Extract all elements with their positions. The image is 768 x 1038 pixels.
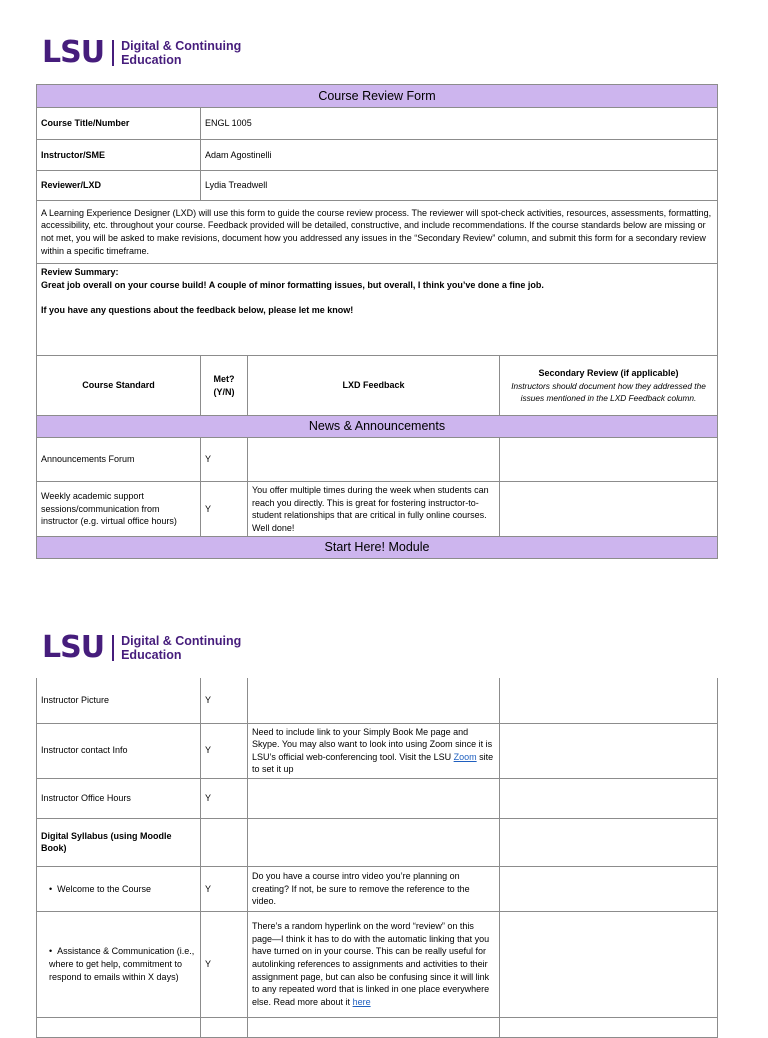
feedback-cell xyxy=(248,778,500,818)
secondary-cell xyxy=(500,482,718,537)
header-feedback: LXD Feedback xyxy=(248,356,500,416)
met-cell: Y xyxy=(201,482,248,537)
met-cell: Y xyxy=(201,438,248,482)
info-label: Course Title/Number xyxy=(37,108,201,140)
met-cell xyxy=(201,1017,248,1037)
summary-questions: If you have any questions about the feedback below, please let me know! xyxy=(41,305,354,316)
feedback-text: There’s a random hyperlink on the word “review” on this page—I think it has to do with the automatic linking that you have turned on in your course. This can be really useful for autolinking references to assignments and activities to their assignment page, but can also be confusing since it will link to any repeated word that is linked in one place everywhere else. Read more about it xyxy=(252,921,490,1007)
unit-name-line2: Education xyxy=(121,53,182,67)
zoom-link[interactable]: Zoom xyxy=(453,751,477,762)
unit-name-line1: Digital & Continuing xyxy=(121,634,242,648)
logo-divider xyxy=(112,40,114,66)
table-row xyxy=(37,438,718,482)
header-standard: Course Standard xyxy=(37,356,201,416)
secondary-cell xyxy=(500,1017,718,1037)
info-value: ENGL 1005 xyxy=(201,108,718,140)
lsu-wordmark: LSU xyxy=(42,630,105,665)
standard-cell: Instructor Office Hours xyxy=(37,778,201,818)
secondary-cell xyxy=(500,818,718,866)
header-secondary-title: Secondary Review (if applicable) xyxy=(538,368,679,379)
info-row xyxy=(37,108,718,140)
feedback-cell xyxy=(248,678,500,723)
summary-label: Review Summary: xyxy=(41,267,119,277)
here-link[interactable]: here xyxy=(352,996,371,1007)
standard-cell: Weekly academic support sessions/communication from instructor (e.g. virtual office hours) xyxy=(37,482,201,537)
header-met: Met? (Y/N) xyxy=(201,356,248,416)
info-label: Instructor/SME xyxy=(37,140,201,171)
standard-cell xyxy=(37,911,201,1017)
feedback-cell xyxy=(248,438,500,482)
table-row xyxy=(37,723,718,778)
secondary-cell xyxy=(500,678,718,723)
met-cell: Y xyxy=(201,911,248,1017)
header-secondary-note: Instructors should document how they addressed the issues mentioned in the LXD Feedback column. xyxy=(511,380,706,403)
feedback-cell: Do you have a course intro video you’re planning on creating? If not, be sure to remove the reference to the video. xyxy=(248,866,500,911)
secondary-cell xyxy=(500,911,718,1017)
unit-name xyxy=(121,634,241,662)
feedback-cell xyxy=(248,723,500,778)
info-row xyxy=(37,171,718,201)
table-row xyxy=(37,678,718,723)
header-secondary xyxy=(500,356,718,416)
secondary-cell xyxy=(500,866,718,911)
standard-cell: Announcements Forum xyxy=(37,438,201,482)
unit-name-line1: Digital & Continuing xyxy=(121,39,242,53)
info-value: Lydia Treadwell xyxy=(201,171,718,201)
feedback-cell xyxy=(248,911,500,1017)
bullet-icon: • xyxy=(49,883,58,894)
review-summary xyxy=(37,264,718,356)
feedback-text: Need to include link to your Simply Book Me page and Skype. You may also want to look into using Zoom since it is LSU’s official web-conferencing tool. Visit the LSU xyxy=(252,726,493,762)
secondary-cell xyxy=(500,723,718,778)
met-cell: Y xyxy=(201,678,248,723)
standard-cell: Instructor Picture xyxy=(37,678,201,723)
form-description: A Learning Experience Designer (LXD) will use this form to guide the course review process. The reviewer will spot-check activities, resources, assessments, formatting, accessibility, etc. throughout your course. Feedback provided will be detailed, constructive, and include recommendations. If the course standards below are missing or not met, you will be asked to make revisions, document how you addressed any issues in the “Secondary Review” column, and submit this form for a secondary review within a specific timeframe. xyxy=(37,201,718,264)
info-row xyxy=(37,140,718,171)
table-row xyxy=(37,911,718,1017)
feedback-cell: You offer multiple times during the week when students can reach you directly. This is great for fostering instructor-to-student relationships that are critical in fully online courses. Well done! xyxy=(248,482,500,537)
table-row xyxy=(37,482,718,537)
standard-cell xyxy=(37,866,201,911)
standard-cell xyxy=(37,1017,201,1037)
met-cell: Y xyxy=(201,778,248,818)
bullet-icon: • xyxy=(49,946,58,957)
section-news: News & Announcements xyxy=(37,416,718,438)
feedback-cell xyxy=(248,1017,500,1037)
summary-text: Great job overall on your course build! A couple of minor formatting issues, but overall, I think you’ve done a fine job. xyxy=(41,279,544,290)
met-cell xyxy=(201,818,248,866)
course-review-table-continued xyxy=(36,678,718,1038)
met-cell: Y xyxy=(201,866,248,911)
info-label: Reviewer/LXD xyxy=(37,171,201,201)
course-review-table xyxy=(36,84,718,559)
table-row xyxy=(37,1017,718,1037)
standard-cell: Instructor contact Info xyxy=(37,723,201,778)
column-headers xyxy=(37,356,718,416)
table-row xyxy=(37,818,718,866)
standard-cell: Digital Syllabus (using Moodle Book) xyxy=(37,818,201,866)
standard-text: Welcome to the Course xyxy=(57,883,152,894)
secondary-cell xyxy=(500,438,718,482)
lsu-wordmark: LSU xyxy=(42,35,105,70)
table-row xyxy=(37,866,718,911)
feedback-text-end: site to set it up xyxy=(252,751,494,775)
unit-name-line2: Education xyxy=(121,648,182,662)
lsu-logo xyxy=(42,35,242,70)
standard-text: Assistance & Communication (i.e., where to get help, commitment to respond to emails within X days) xyxy=(49,946,195,982)
info-value: Adam Agostinelli xyxy=(201,140,718,171)
lsu-logo xyxy=(42,630,242,665)
unit-name xyxy=(121,39,241,67)
form-title: Course Review Form xyxy=(37,85,718,108)
logo-divider xyxy=(112,635,114,661)
feedback-cell xyxy=(248,818,500,866)
table-row xyxy=(37,778,718,818)
met-cell: Y xyxy=(201,723,248,778)
secondary-cell xyxy=(500,778,718,818)
section-start-here: Start Here! Module xyxy=(37,537,718,559)
